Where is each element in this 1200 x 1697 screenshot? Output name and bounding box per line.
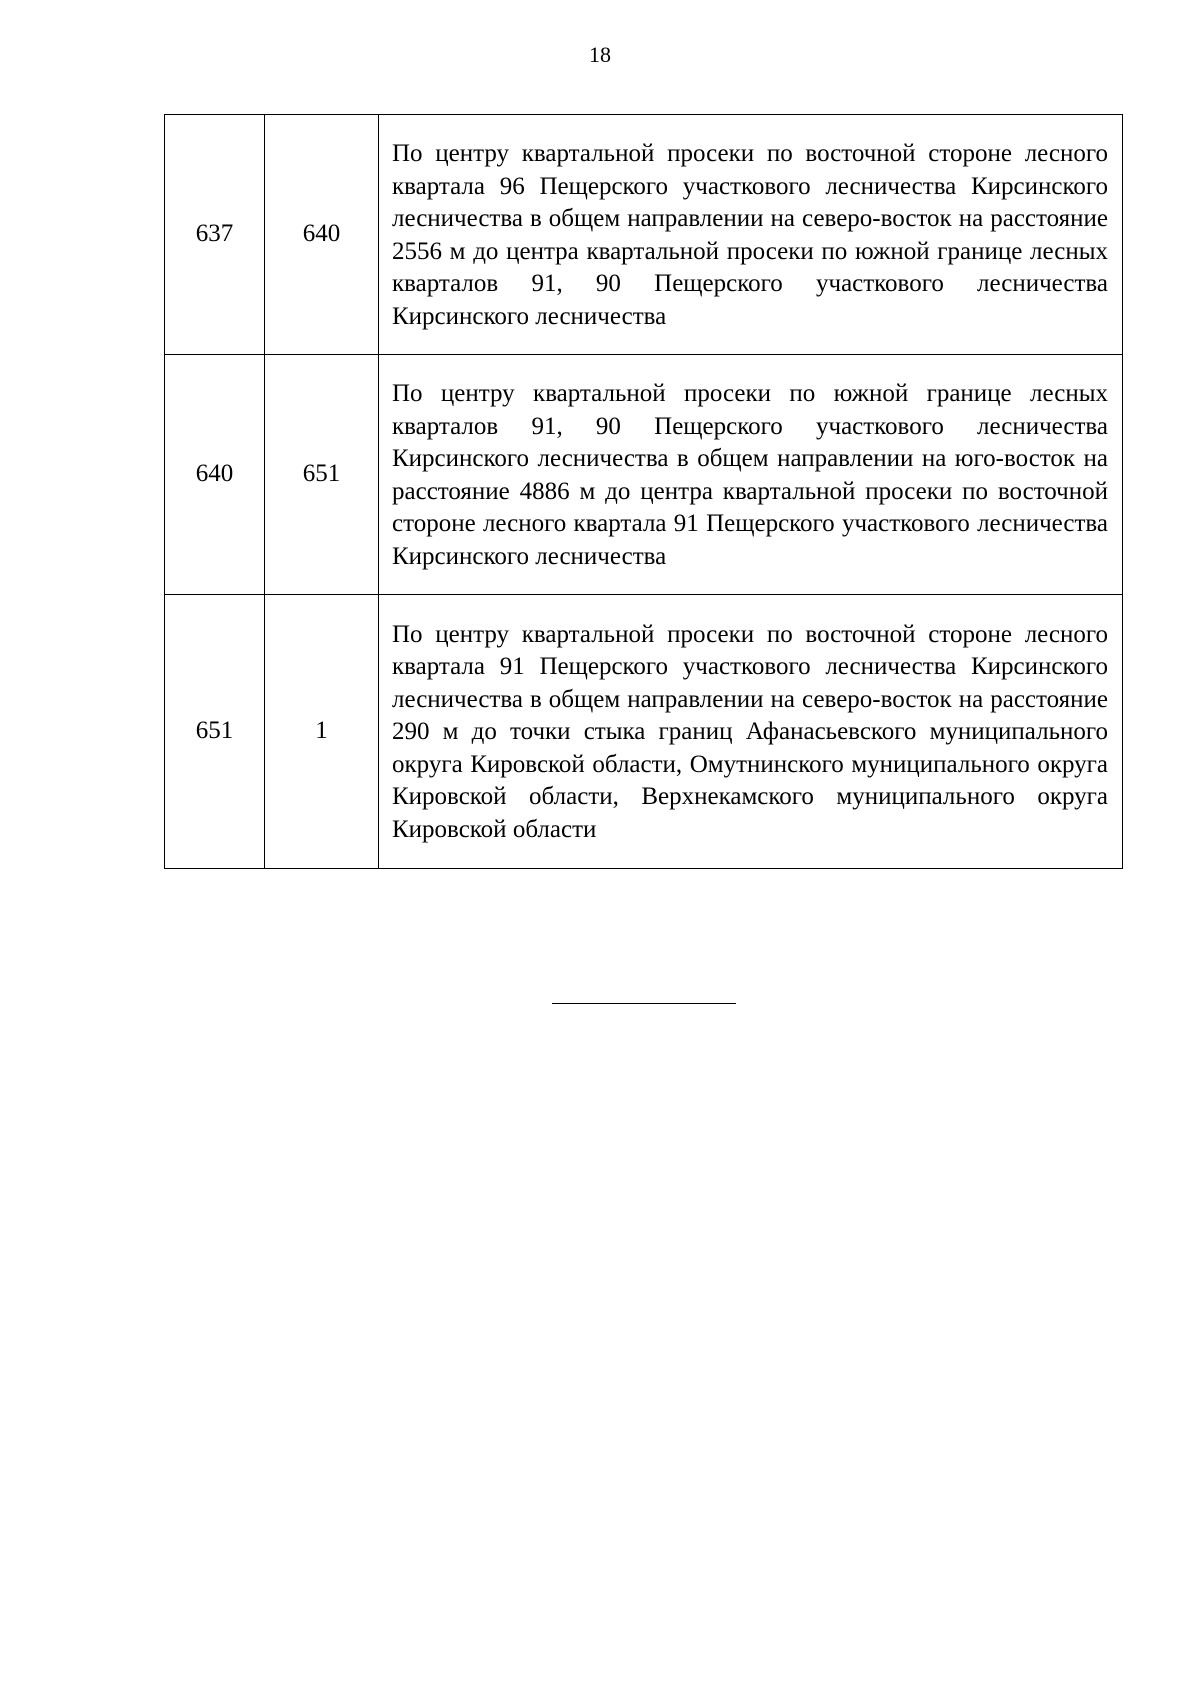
boundary-description-cell [379,595,1123,869]
boundary-description-text: По центру квартальной просеки по восточной стороне лесного квартала 96 Пещерского участкового лесничества Кирсинского лесничества в общем направлении на северо-восток на расстояние 2556 м до центра квартальной просеки по южной границе лесных кварталов 91, 90 Пещерского участкового лесничества Кирсинского лесничества [392,140,1108,330]
table-row [165,355,1123,595]
end-of-document-rule [552,1003,736,1004]
boundary-description-text: По центру квартальной просеки по южной границе лесных кварталов 91, 90 Пещерского участкового лесничества Кирсинского лесничества в общем направлении на юго-восток на расстояние 4886 м до центра квартальной просеки по восточной стороне лесного квартала 91 Пещерского участкового лесничества Кирсинского лесничества [392,380,1108,570]
boundary-description-table [164,114,1123,869]
from-point-cell: 651 [165,595,265,869]
from-point-cell: 640 [165,355,265,595]
boundary-description-text: По центру квартальной просеки по восточной стороне лесного квартала 91 Пещерского участкового лесничества Кирсинского лесничества в общем направлении на северо-восток на расстояние 290 м до точки стыка границ Афанасьевского муниципального округа Кировской области, Омутнинского муниципального округа Кировской области, Верхнекамского муниципального округа Кировской области [392,620,1108,843]
to-point-cell: 1 [265,595,379,869]
to-point-cell: 640 [265,115,379,355]
table-row [165,115,1123,355]
boundary-description-cell [379,355,1123,595]
table-row [165,595,1123,869]
from-point-cell: 637 [165,115,265,355]
to-point-cell: 651 [265,355,379,595]
page-number: 18 [589,42,611,67]
boundary-description-cell [379,115,1123,355]
